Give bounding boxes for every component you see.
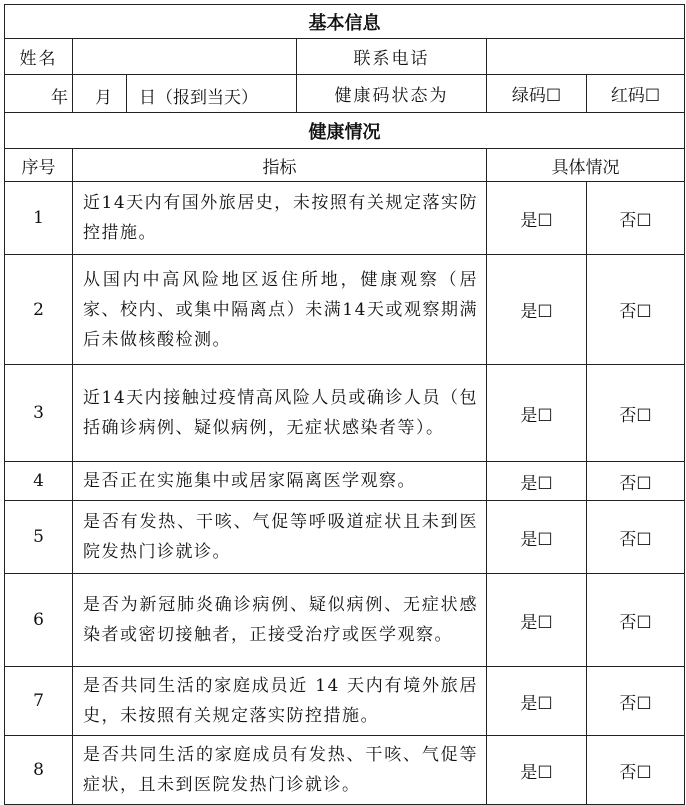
table-row bbox=[5, 667, 685, 736]
row-indicator: 从国内中高风险地区返住所地，健康观察（居家、校内、或集中隔离点）未满14天或观察期满后未做核酸检测。 bbox=[73, 255, 487, 365]
yes-checkbox[interactable]: 是☐ bbox=[487, 736, 587, 805]
col-no-header: 序号 bbox=[5, 149, 73, 182]
no-checkbox[interactable]: 否☐ bbox=[587, 365, 685, 462]
month-cell[interactable] bbox=[73, 75, 127, 113]
row-no: 1 bbox=[5, 182, 73, 255]
table-row bbox=[5, 501, 685, 574]
row-indicator: 近14天内有国外旅居史，未按照有关规定落实防控措施。 bbox=[73, 182, 487, 255]
row-indicator: 是否为新冠肺炎确诊病例、疑似病例、无症状感染者或密切接触者，正接受治疗或医学观察。 bbox=[73, 574, 487, 667]
table-row bbox=[5, 736, 685, 805]
table-row bbox=[5, 462, 685, 501]
yes-checkbox[interactable]: 是☐ bbox=[487, 462, 587, 501]
row-no: 3 bbox=[5, 365, 73, 462]
row-indicator: 是否正在实施集中或居家隔离医学观察。 bbox=[73, 462, 487, 501]
row-no: 5 bbox=[5, 501, 73, 574]
no-checkbox[interactable]: 否☐ bbox=[587, 501, 685, 574]
yes-checkbox[interactable]: 是☐ bbox=[487, 574, 587, 667]
table-row bbox=[5, 182, 685, 255]
phone-label: 联系电话 bbox=[297, 39, 487, 75]
row-indicator: 是否共同生活的家庭成员近 14 天内有境外旅居史，未按照有关规定落实防控措施。 bbox=[73, 667, 487, 736]
col-indicator-header: 指标 bbox=[73, 149, 487, 182]
name-label: 姓名 bbox=[5, 39, 73, 75]
year-cell[interactable] bbox=[5, 75, 73, 113]
row-no: 4 bbox=[5, 462, 73, 501]
yes-checkbox[interactable]: 是☐ bbox=[487, 255, 587, 365]
no-checkbox[interactable]: 否☐ bbox=[587, 574, 685, 667]
phone-field[interactable] bbox=[487, 39, 685, 75]
row-no: 2 bbox=[5, 255, 73, 365]
no-checkbox[interactable]: 否☐ bbox=[587, 182, 685, 255]
table-row bbox=[5, 365, 685, 462]
row-no: 7 bbox=[5, 667, 73, 736]
row-indicator: 近14天内接触过疫情高风险人员或确诊人员（包括确诊病例、疑似病例，无症状感染者等）。 bbox=[73, 365, 487, 462]
no-checkbox[interactable]: 否☐ bbox=[587, 736, 685, 805]
yes-checkbox[interactable]: 是☐ bbox=[487, 365, 587, 462]
row-indicator: 是否共同生活的家庭成员有发热、干咳、气促等症状，且未到医院发热门诊就诊。 bbox=[73, 736, 487, 805]
day-cell[interactable] bbox=[127, 75, 297, 113]
no-checkbox[interactable]: 否☐ bbox=[587, 255, 685, 365]
no-checkbox[interactable]: 否☐ bbox=[587, 667, 685, 736]
basic-info-title: 基本信息 bbox=[5, 5, 685, 39]
health-info-form bbox=[4, 4, 685, 805]
name-field[interactable] bbox=[73, 39, 297, 75]
health-code-label: 健康码状态为 bbox=[297, 75, 487, 113]
table-row bbox=[5, 255, 685, 365]
yes-checkbox[interactable]: 是☐ bbox=[487, 501, 587, 574]
row-indicator: 是否有发热、干咳、气促等呼吸道症状且未到医院发热门诊就诊。 bbox=[73, 501, 487, 574]
year-label: 年 bbox=[51, 88, 68, 108]
row-no: 8 bbox=[5, 736, 73, 805]
health-title: 健康情况 bbox=[5, 113, 685, 149]
yes-checkbox[interactable]: 是☐ bbox=[487, 667, 587, 736]
yes-checkbox[interactable]: 是☐ bbox=[487, 182, 587, 255]
no-checkbox[interactable]: 否☐ bbox=[587, 462, 685, 501]
day-label: 日（报到当天） bbox=[139, 88, 258, 108]
green-code-checkbox[interactable]: 绿码☐ bbox=[487, 75, 587, 113]
red-code-checkbox[interactable]: 红码☐ bbox=[587, 75, 685, 113]
table-row bbox=[5, 574, 685, 667]
col-detail-header: 具体情况 bbox=[487, 149, 685, 182]
month-label: 月 bbox=[95, 88, 112, 108]
row-no: 6 bbox=[5, 574, 73, 667]
